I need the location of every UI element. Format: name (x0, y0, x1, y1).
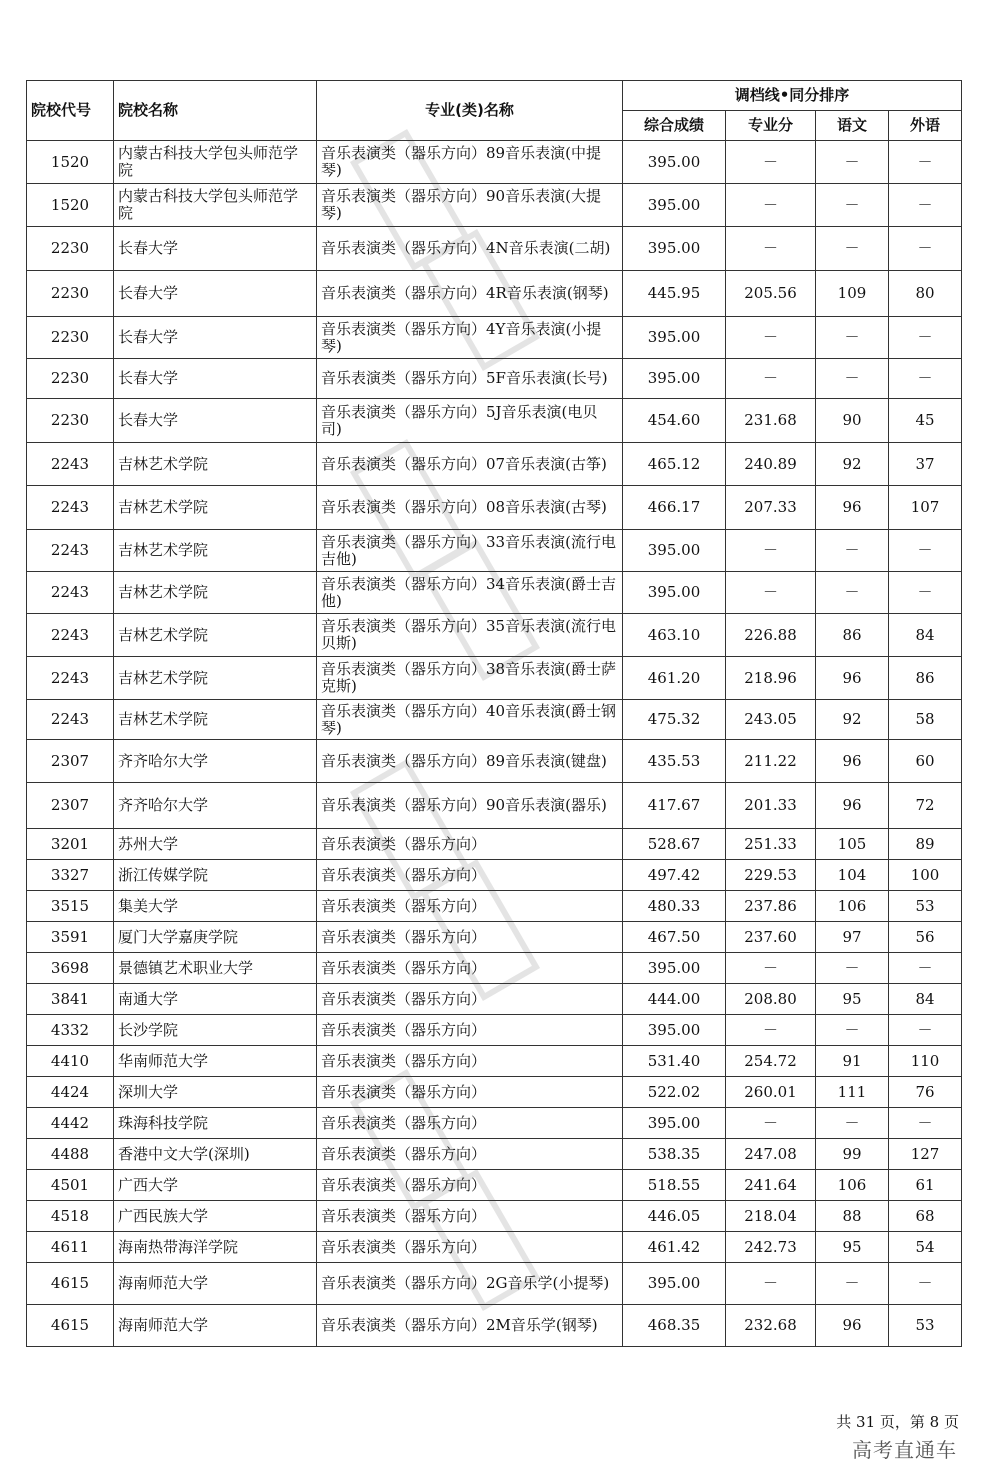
page-number: 共 31 页，第 8 页 (836, 1413, 959, 1431)
school-code-cell: 3841 (27, 984, 114, 1015)
table-row (27, 1232, 962, 1263)
professional-score-cell: － (726, 141, 816, 184)
total-score-cell: 395.00 (623, 572, 726, 614)
chinese-score-cell: 104 (816, 860, 889, 891)
chinese-score-cell: 96 (816, 1305, 889, 1347)
school-name-cell: 吉林艺术学院 (114, 657, 317, 700)
major-name-cell: 音乐表演类（器乐方向）4Y音乐表演(小提琴) (317, 317, 623, 359)
foreign-score-cell: 89 (889, 829, 962, 860)
major-name-cell: 音乐表演类（器乐方向） (317, 1108, 623, 1139)
header-major-name: 专业(类)名称 (317, 81, 623, 141)
total-score-cell: 463.10 (623, 614, 726, 657)
major-name-cell: 音乐表演类（器乐方向）4N音乐表演(二胡) (317, 227, 623, 271)
table-row (27, 399, 962, 443)
school-code-cell: 2230 (27, 399, 114, 443)
professional-score-cell: 208.80 (726, 984, 816, 1015)
school-code-cell: 4615 (27, 1305, 114, 1347)
professional-score-cell: 218.96 (726, 657, 816, 700)
chinese-score-cell: － (816, 1015, 889, 1046)
table-row (27, 572, 962, 614)
total-score-cell: 395.00 (623, 359, 726, 399)
foreign-score-cell: 84 (889, 984, 962, 1015)
professional-score-cell: － (726, 184, 816, 227)
total-score-cell: 444.00 (623, 984, 726, 1015)
professional-score-cell: 260.01 (726, 1077, 816, 1108)
professional-score-cell: － (726, 572, 816, 614)
total-score-cell: 395.00 (623, 141, 726, 184)
school-code-cell: 4518 (27, 1201, 114, 1232)
table-row (27, 614, 962, 657)
school-code-cell: 3698 (27, 953, 114, 984)
total-score-cell: 461.20 (623, 657, 726, 700)
professional-score-cell: 237.86 (726, 891, 816, 922)
foreign-score-cell: 100 (889, 860, 962, 891)
foreign-score-cell: 61 (889, 1170, 962, 1201)
school-name-cell: 吉林艺术学院 (114, 572, 317, 614)
table-row (27, 984, 962, 1015)
table-row (27, 1046, 962, 1077)
table-row (27, 829, 962, 860)
total-score-cell: 395.00 (623, 953, 726, 984)
school-code-cell: 1520 (27, 141, 114, 184)
foreign-score-cell: 80 (889, 271, 962, 317)
header-professional-score: 专业分 (726, 111, 816, 141)
school-name-cell: 珠海科技学院 (114, 1108, 317, 1139)
major-name-cell: 音乐表演类（器乐方向） (317, 860, 623, 891)
chinese-score-cell: 96 (816, 486, 889, 530)
total-score-cell: 528.67 (623, 829, 726, 860)
chinese-score-cell: － (816, 317, 889, 359)
foreign-score-cell: － (889, 1263, 962, 1305)
major-name-cell: 音乐表演类（器乐方向）5F音乐表演(长号) (317, 359, 623, 399)
chinese-score-cell: 96 (816, 783, 889, 829)
school-code-cell: 2243 (27, 443, 114, 486)
table-row (27, 317, 962, 359)
foreign-score-cell: 60 (889, 740, 962, 783)
school-code-cell: 2243 (27, 657, 114, 700)
table-row (27, 1305, 962, 1347)
school-name-cell: 吉林艺术学院 (114, 530, 317, 572)
chinese-score-cell: － (816, 359, 889, 399)
school-code-cell: 2243 (27, 572, 114, 614)
total-score-cell: 417.67 (623, 783, 726, 829)
major-name-cell: 音乐表演类（器乐方向）90音乐表演(器乐) (317, 783, 623, 829)
school-code-cell: 2230 (27, 317, 114, 359)
total-score-cell: 454.60 (623, 399, 726, 443)
school-code-cell: 4442 (27, 1108, 114, 1139)
major-name-cell: 音乐表演类（器乐方向）40音乐表演(爵士钢琴) (317, 700, 623, 740)
professional-score-cell: 231.68 (726, 399, 816, 443)
chinese-score-cell: 111 (816, 1077, 889, 1108)
total-score-cell: 465.12 (623, 443, 726, 486)
table-row (27, 740, 962, 783)
foreign-score-cell: － (889, 184, 962, 227)
chinese-score-cell: － (816, 530, 889, 572)
foreign-score-cell: 86 (889, 657, 962, 700)
table-row (27, 860, 962, 891)
professional-score-cell: 241.64 (726, 1170, 816, 1201)
major-name-cell: 音乐表演类（器乐方向）07音乐表演(古筝) (317, 443, 623, 486)
major-name-cell: 音乐表演类（器乐方向）34音乐表演(爵士吉他) (317, 572, 623, 614)
major-name-cell: 音乐表演类（器乐方向）38音乐表演(爵士萨克斯) (317, 657, 623, 700)
chinese-score-cell: － (816, 141, 889, 184)
major-name-cell: 音乐表演类（器乐方向）90音乐表演(大提琴) (317, 184, 623, 227)
major-name-cell: 音乐表演类（器乐方向） (317, 1015, 623, 1046)
foreign-score-cell: 127 (889, 1139, 962, 1170)
total-score-cell: 522.02 (623, 1077, 726, 1108)
table-row (27, 271, 962, 317)
major-name-cell: 音乐表演类（器乐方向） (317, 984, 623, 1015)
school-name-cell: 吉林艺术学院 (114, 443, 317, 486)
major-name-cell: 音乐表演类（器乐方向） (317, 1170, 623, 1201)
foreign-score-cell: 56 (889, 922, 962, 953)
table-row (27, 953, 962, 984)
header-foreign-score: 外语 (889, 111, 962, 141)
foreign-score-cell: 72 (889, 783, 962, 829)
professional-score-cell: 226.88 (726, 614, 816, 657)
professional-score-cell: 240.89 (726, 443, 816, 486)
school-code-cell: 2230 (27, 271, 114, 317)
major-name-cell: 音乐表演类（器乐方向）35音乐表演(流行电贝斯) (317, 614, 623, 657)
table-row (27, 700, 962, 740)
table-row (27, 227, 962, 271)
chinese-score-cell: 96 (816, 657, 889, 700)
school-code-cell: 4332 (27, 1015, 114, 1046)
chinese-score-cell: 105 (816, 829, 889, 860)
professional-score-cell: － (726, 1015, 816, 1046)
chinese-score-cell: － (816, 184, 889, 227)
header-total-score: 综合成绩 (623, 111, 726, 141)
major-name-cell: 音乐表演类（器乐方向） (317, 1077, 623, 1108)
foreign-score-cell: － (889, 530, 962, 572)
foreign-score-cell: 84 (889, 614, 962, 657)
professional-score-cell: － (726, 530, 816, 572)
foreign-score-cell: － (889, 1015, 962, 1046)
school-name-cell: 广西民族大学 (114, 1201, 317, 1232)
major-name-cell: 音乐表演类（器乐方向）89音乐表演(键盘) (317, 740, 623, 783)
admission-score-table (26, 80, 962, 1347)
school-code-cell: 2230 (27, 359, 114, 399)
foreign-score-cell: － (889, 572, 962, 614)
table-row (27, 1015, 962, 1046)
school-code-cell: 2243 (27, 700, 114, 740)
school-code-cell: 2243 (27, 614, 114, 657)
professional-score-cell: － (726, 953, 816, 984)
chinese-score-cell: － (816, 953, 889, 984)
header-school-name: 院校名称 (114, 81, 317, 141)
school-code-cell: 4410 (27, 1046, 114, 1077)
major-name-cell: 音乐表演类（器乐方向）2M音乐学(钢琴) (317, 1305, 623, 1347)
major-name-cell: 音乐表演类（器乐方向） (317, 1232, 623, 1263)
header-score-group: 调档线•同分排序 (623, 81, 962, 111)
chinese-score-cell: 92 (816, 443, 889, 486)
major-name-cell: 音乐表演类（器乐方向）89音乐表演(中提琴) (317, 141, 623, 184)
chinese-score-cell: － (816, 1108, 889, 1139)
professional-score-cell: 242.73 (726, 1232, 816, 1263)
total-score-cell: 395.00 (623, 1108, 726, 1139)
school-code-cell: 2243 (27, 530, 114, 572)
total-score-cell: 531.40 (623, 1046, 726, 1077)
chinese-score-cell: 96 (816, 740, 889, 783)
school-code-cell: 2307 (27, 783, 114, 829)
chinese-score-cell: 92 (816, 700, 889, 740)
table-row (27, 891, 962, 922)
foreign-score-cell: 54 (889, 1232, 962, 1263)
major-name-cell: 音乐表演类（器乐方向）4R音乐表演(钢琴) (317, 271, 623, 317)
table-row (27, 1263, 962, 1305)
total-score-cell: 518.55 (623, 1170, 726, 1201)
professional-score-cell: 254.72 (726, 1046, 816, 1077)
chinese-score-cell: 88 (816, 1201, 889, 1232)
professional-score-cell: 232.68 (726, 1305, 816, 1347)
school-name-cell: 长春大学 (114, 359, 317, 399)
chinese-score-cell: 95 (816, 1232, 889, 1263)
table-body (27, 141, 962, 1347)
table-row (27, 359, 962, 399)
school-name-cell: 浙江传媒学院 (114, 860, 317, 891)
table-row (27, 1201, 962, 1232)
table-row (27, 1108, 962, 1139)
total-score-cell: 497.42 (623, 860, 726, 891)
school-name-cell: 苏州大学 (114, 829, 317, 860)
foreign-score-cell: 110 (889, 1046, 962, 1077)
school-code-cell: 1520 (27, 184, 114, 227)
foreign-score-cell: 76 (889, 1077, 962, 1108)
school-name-cell: 长沙学院 (114, 1015, 317, 1046)
school-name-cell: 内蒙古科技大学包头师范学院 (114, 141, 317, 184)
school-name-cell: 香港中文大学(深圳) (114, 1139, 317, 1170)
major-name-cell: 音乐表演类（器乐方向） (317, 1139, 623, 1170)
professional-score-cell: 251.33 (726, 829, 816, 860)
school-code-cell: 2307 (27, 740, 114, 783)
total-score-cell: 395.00 (623, 227, 726, 271)
school-code-cell: 4424 (27, 1077, 114, 1108)
total-score-cell: 445.95 (623, 271, 726, 317)
school-name-cell: 华南师范大学 (114, 1046, 317, 1077)
school-name-cell: 南通大学 (114, 984, 317, 1015)
school-code-cell: 3327 (27, 860, 114, 891)
school-name-cell: 内蒙古科技大学包头师范学院 (114, 184, 317, 227)
school-code-cell: 4488 (27, 1139, 114, 1170)
foreign-score-cell: － (889, 1108, 962, 1139)
professional-score-cell: 201.33 (726, 783, 816, 829)
school-code-cell: 4611 (27, 1232, 114, 1263)
school-name-cell: 深圳大学 (114, 1077, 317, 1108)
chinese-score-cell: 109 (816, 271, 889, 317)
foreign-score-cell: － (889, 953, 962, 984)
foreign-score-cell: 68 (889, 1201, 962, 1232)
school-name-cell: 厦门大学嘉庚学院 (114, 922, 317, 953)
table-row (27, 1077, 962, 1108)
school-name-cell: 齐齐哈尔大学 (114, 783, 317, 829)
total-score-cell: 395.00 (623, 317, 726, 359)
table-row (27, 1139, 962, 1170)
total-score-cell: 446.05 (623, 1201, 726, 1232)
professional-score-cell: 207.33 (726, 486, 816, 530)
school-name-cell: 景德镇艺术职业大学 (114, 953, 317, 984)
table-row (27, 657, 962, 700)
foreign-score-cell: 58 (889, 700, 962, 740)
school-code-cell: 4615 (27, 1263, 114, 1305)
professional-score-cell: 205.56 (726, 271, 816, 317)
major-name-cell: 音乐表演类（器乐方向） (317, 891, 623, 922)
foreign-score-cell: － (889, 359, 962, 399)
foreign-score-cell: 53 (889, 891, 962, 922)
table-row (27, 530, 962, 572)
chinese-score-cell: － (816, 227, 889, 271)
professional-score-cell: 237.60 (726, 922, 816, 953)
school-name-cell: 齐齐哈尔大学 (114, 740, 317, 783)
foreign-score-cell: 107 (889, 486, 962, 530)
major-name-cell: 音乐表演类（器乐方向）2G音乐学(小提琴) (317, 1263, 623, 1305)
header-school-code: 院校代号 (27, 81, 114, 141)
foreign-score-cell: 45 (889, 399, 962, 443)
professional-score-cell: － (726, 227, 816, 271)
chinese-score-cell: 91 (816, 1046, 889, 1077)
chinese-score-cell: 90 (816, 399, 889, 443)
table-row (27, 922, 962, 953)
school-code-cell: 3515 (27, 891, 114, 922)
school-code-cell: 2230 (27, 227, 114, 271)
chinese-score-cell: 86 (816, 614, 889, 657)
school-name-cell: 长春大学 (114, 317, 317, 359)
total-score-cell: 395.00 (623, 1015, 726, 1046)
foreign-score-cell: － (889, 227, 962, 271)
table-row (27, 184, 962, 227)
chinese-score-cell: － (816, 572, 889, 614)
professional-score-cell: 211.22 (726, 740, 816, 783)
total-score-cell: 461.42 (623, 1232, 726, 1263)
header-chinese-score: 语文 (816, 111, 889, 141)
total-score-cell: 435.53 (623, 740, 726, 783)
professional-score-cell: － (726, 359, 816, 399)
chinese-score-cell: 99 (816, 1139, 889, 1170)
school-code-cell: 4501 (27, 1170, 114, 1201)
school-name-cell: 长春大学 (114, 227, 317, 271)
school-code-cell: 3591 (27, 922, 114, 953)
brand-watermark: 高考直通车 (852, 1438, 957, 1462)
school-name-cell: 广西大学 (114, 1170, 317, 1201)
total-score-cell: 466.17 (623, 486, 726, 530)
major-name-cell: 音乐表演类（器乐方向） (317, 1201, 623, 1232)
major-name-cell: 音乐表演类（器乐方向） (317, 1046, 623, 1077)
school-name-cell: 海南师范大学 (114, 1305, 317, 1347)
school-code-cell: 3201 (27, 829, 114, 860)
foreign-score-cell: － (889, 317, 962, 359)
major-name-cell: 音乐表演类（器乐方向）08音乐表演(古琴) (317, 486, 623, 530)
professional-score-cell: － (726, 1108, 816, 1139)
table-row (27, 783, 962, 829)
school-name-cell: 吉林艺术学院 (114, 614, 317, 657)
chinese-score-cell: 97 (816, 922, 889, 953)
total-score-cell: 538.35 (623, 1139, 726, 1170)
school-name-cell: 集美大学 (114, 891, 317, 922)
major-name-cell: 音乐表演类（器乐方向） (317, 922, 623, 953)
table-row (27, 486, 962, 530)
major-name-cell: 音乐表演类（器乐方向）5J音乐表演(电贝司) (317, 399, 623, 443)
professional-score-cell: 247.08 (726, 1139, 816, 1170)
table-row (27, 1170, 962, 1201)
total-score-cell: 467.50 (623, 922, 726, 953)
school-name-cell: 长春大学 (114, 399, 317, 443)
school-code-cell: 2243 (27, 486, 114, 530)
total-score-cell: 395.00 (623, 1263, 726, 1305)
professional-score-cell: － (726, 1263, 816, 1305)
major-name-cell: 音乐表演类（器乐方向） (317, 953, 623, 984)
foreign-score-cell: － (889, 141, 962, 184)
total-score-cell: 468.35 (623, 1305, 726, 1347)
total-score-cell: 395.00 (623, 184, 726, 227)
total-score-cell: 475.32 (623, 700, 726, 740)
foreign-score-cell: 53 (889, 1305, 962, 1347)
school-name-cell: 海南师范大学 (114, 1263, 317, 1305)
professional-score-cell: 243.05 (726, 700, 816, 740)
professional-score-cell: 229.53 (726, 860, 816, 891)
professional-score-cell: － (726, 317, 816, 359)
school-name-cell: 吉林艺术学院 (114, 486, 317, 530)
chinese-score-cell: 95 (816, 984, 889, 1015)
table-row (27, 141, 962, 184)
total-score-cell: 395.00 (623, 530, 726, 572)
school-name-cell: 长春大学 (114, 271, 317, 317)
major-name-cell: 音乐表演类（器乐方向）33音乐表演(流行电吉他) (317, 530, 623, 572)
chinese-score-cell: 106 (816, 891, 889, 922)
chinese-score-cell: － (816, 1263, 889, 1305)
foreign-score-cell: 37 (889, 443, 962, 486)
total-score-cell: 480.33 (623, 891, 726, 922)
professional-score-cell: 218.04 (726, 1201, 816, 1232)
chinese-score-cell: 106 (816, 1170, 889, 1201)
table-row (27, 443, 962, 486)
school-name-cell: 吉林艺术学院 (114, 700, 317, 740)
major-name-cell: 音乐表演类（器乐方向） (317, 829, 623, 860)
school-name-cell: 海南热带海洋学院 (114, 1232, 317, 1263)
